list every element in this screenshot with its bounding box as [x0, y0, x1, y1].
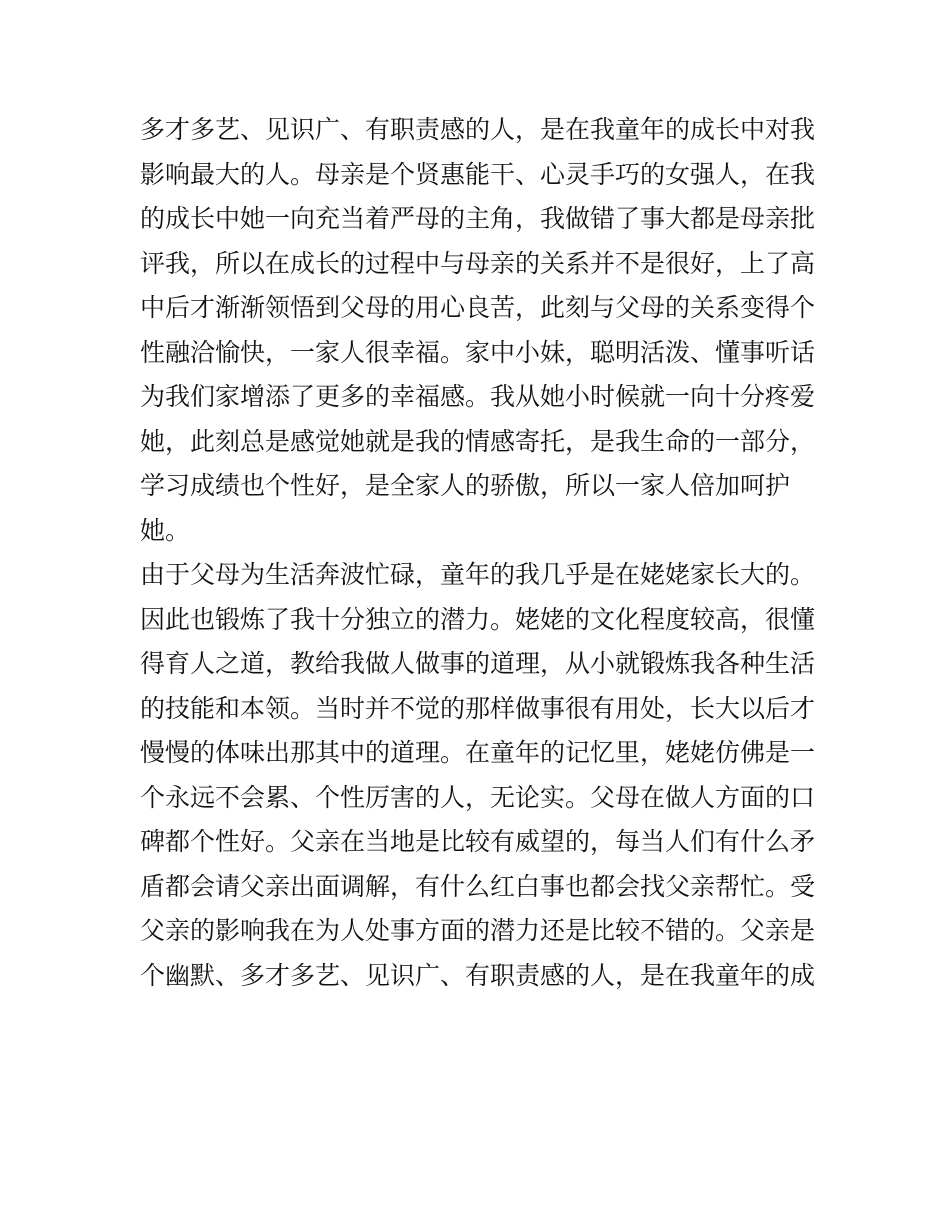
text-line: 她，此刻总是感觉她就是我的情感寄托，是我生命的一部分，	[140, 426, 816, 456]
text-line: 慢慢的体味出那其中的道理。在童年的记忆里，姥姥仿佛是一	[140, 738, 816, 767]
text-line: 个永远不会累、个性厉害的人，无论实。父母在做人方面的口	[140, 782, 816, 812]
text-line: 性融洽愉快，一家人很幸福。家中小妹，聪明活泼、懂事听话	[140, 337, 816, 367]
text-line: 因此也锻炼了我十分独立的潜力。姥姥的文化程度较高，很懂	[140, 604, 816, 634]
text-line: 中后才渐渐领悟到父母的用心良苦，此刻与父母的关系变得个	[140, 293, 816, 322]
text-line: 她。	[140, 515, 191, 545]
text-line: 评我，所以在成长的过程中与母亲的关系并不是很好，上了高	[140, 248, 816, 278]
text-line: 学习成绩也个性好，是全家人的骄傲，所以一家人倍加呵护	[140, 471, 791, 500]
text-line: 个幽默、多才多艺、见识广、有职责感的人，是在我童年的成	[140, 960, 816, 990]
text-line: 碑都个性好。父亲在当地是比较有威望的，每当人们有什么矛	[140, 827, 816, 856]
text-line: 的技能和本领。当时并不觉的那样做事很有用处，长大以后才	[140, 693, 816, 723]
text-line: 多才多艺、见识广、有职责感的人，是在我童年的成长中对我	[140, 115, 816, 144]
text-line: 影响最大的人。母亲是个贤惠能干、心灵手巧的女强人，在我	[140, 159, 816, 189]
body-text	[140, 108, 820, 998]
text-line: 盾都会请父亲出面调解，有什么红白事也都会找父亲帮忙。受	[140, 871, 816, 901]
text-line: 的成长中她一向充当着严母的主角，我做错了事大都是母亲批	[140, 204, 816, 233]
text-line: 得育人之道，教给我做人做事的道理，从小就锻炼我各种生活	[140, 649, 816, 678]
text-line: 为我们家增添了更多的幸福感。我从她小时候就一向十分疼爱	[140, 382, 816, 411]
text-line: 由于父母为生活奔波忙碌，童年的我几乎是在姥姥家长大的。	[140, 560, 816, 589]
text-line: 父亲的影响我在为人处事方面的潜力还是比较不错的。父亲是	[140, 916, 816, 945]
